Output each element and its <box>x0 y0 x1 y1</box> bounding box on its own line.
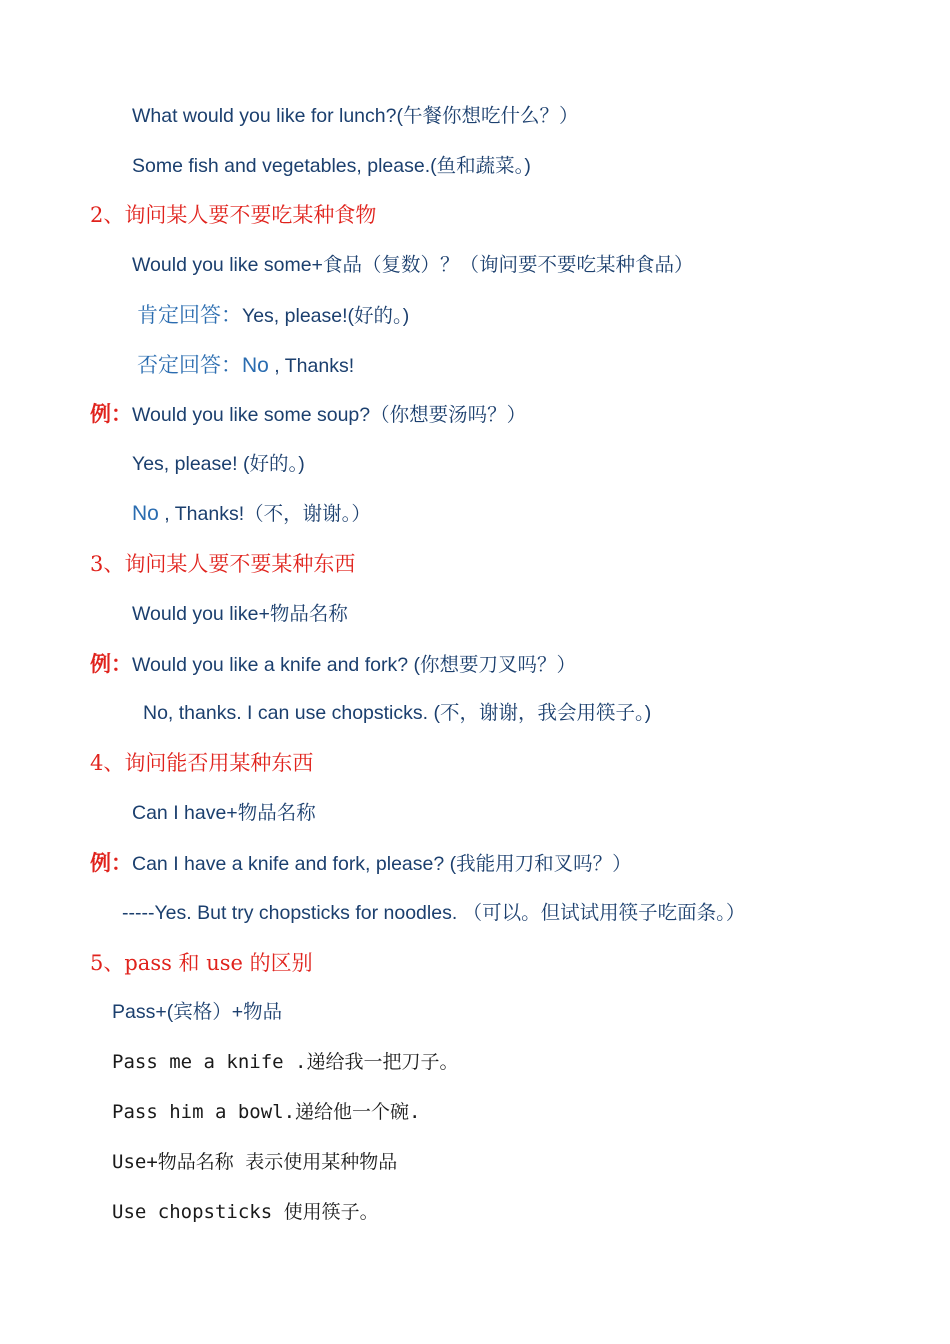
example-question-lunch: What would you like for lunch?(午餐你想吃什么？） <box>132 105 579 127</box>
example-use-chopsticks: Use chopsticks 使用筷子。 <box>112 1201 379 1223</box>
negative-text: , Thanks! <box>268 355 355 377</box>
section-heading-3: 3、询问某人要不要某种东西 <box>90 552 356 576</box>
example-knife-fork-answer: No, thanks. I can use chopsticks. (不，谢谢，我会用筷子。) <box>143 702 652 724</box>
pattern-would-you-like-item: Would you like+物品名称 <box>132 603 348 625</box>
section-heading-4: 4、询问能否用某种东西 <box>90 751 314 775</box>
negative-answer <box>137 352 354 379</box>
affirmative-text: Yes, please!(好的。) <box>242 305 410 327</box>
example-label: 例： <box>90 651 132 676</box>
pattern-would-you-like-some: Would you like some+食品（复数）？（询问要不要吃某种食品） <box>132 254 694 276</box>
example-pass-me: Pass me a knife .递给我一把刀子。 <box>112 1051 459 1073</box>
affirmative-label: 肯定回答： <box>137 303 242 327</box>
example-pass-him: Pass him a bowl.递给他一个碗. <box>112 1101 421 1123</box>
pattern-can-i-have: Can I have+物品名称 <box>132 802 316 824</box>
section-heading-2: 2、询问某人要不要吃某种食物 <box>90 203 377 227</box>
pattern-pass: Pass+(宾格）+物品 <box>112 1001 283 1023</box>
example-soup-no-text: , Thanks!（不，谢谢。） <box>158 503 371 525</box>
example-can-i-have <box>90 850 632 877</box>
example-soup-text: Would you like some soup?（你想要汤吗？） <box>132 404 527 426</box>
negative-label: 否定回答： <box>137 353 242 377</box>
pattern-use: Use+物品名称 表示使用某种物品 <box>112 1151 398 1173</box>
negative-no: No <box>242 354 269 377</box>
affirmative-answer <box>137 302 409 329</box>
example-can-i-have-text: Can I have a knife and fork, please? (我能用刀和叉吗？） <box>132 853 632 875</box>
example-can-i-have-answer: -----Yes. But try chopsticks for noodles. （可以。但试试用筷子吃面条。） <box>122 902 746 924</box>
section-heading-5: 5、pass 和 use 的区别 <box>90 951 313 975</box>
example-label: 例： <box>90 401 132 426</box>
example-soup-no <box>132 501 371 527</box>
example-knife-fork-text: Would you like a knife and fork? (你想要刀叉吗？） <box>132 654 576 676</box>
example-soup <box>90 401 526 428</box>
example-knife-fork <box>90 651 576 678</box>
example-soup-yes: Yes, please! (好的。) <box>132 453 305 475</box>
example-soup-no-word: No <box>132 502 159 525</box>
example-answer-fish: Some fish and vegetables, please.(鱼和蔬菜。) <box>132 155 531 177</box>
example-label: 例： <box>90 850 132 875</box>
